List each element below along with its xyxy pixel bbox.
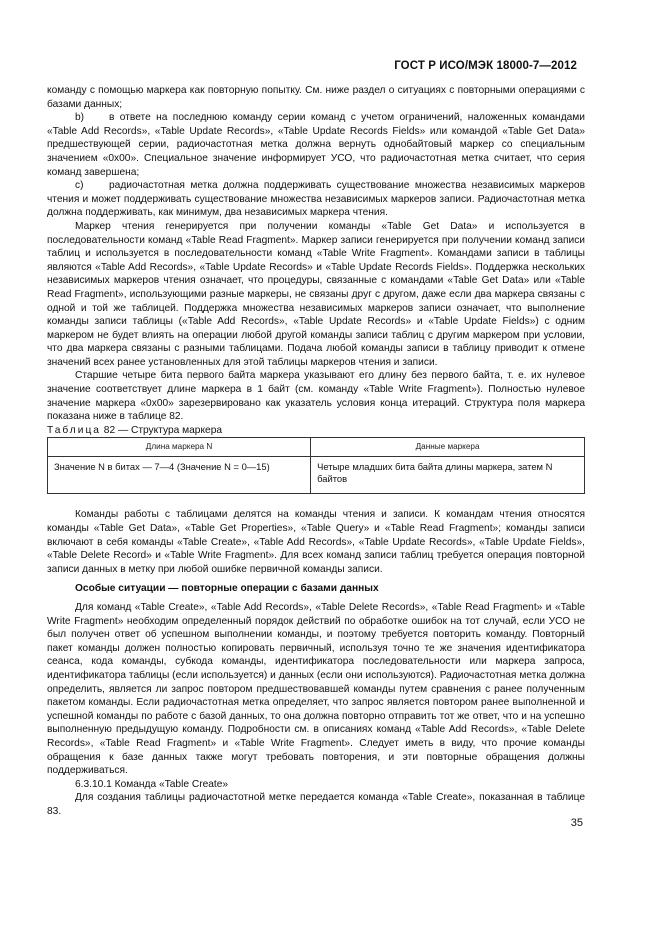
list-marker: c)	[75, 180, 84, 192]
paragraph: Для создания таблицы радиочастотной метке передается команда «Table Create», показанная в таблице 83.	[47, 792, 585, 817]
list-item-c	[47, 179, 585, 220]
marker-structure-table	[47, 437, 585, 494]
list-item-text: в ответе на последнюю команду серии команд с учетом ограничений, наложенных командами «Table Add Records», «Table Update Records», «Table Update Records Fields» или командой «Table Get Data» предшествующей серии, радиочастотная метка должна вернуть однобайтовый маркер со специальным значением «0x00». Специальное значение информирует УСО, что радиочастотная метка считает, что серия команд завершена;	[47, 112, 585, 178]
paragraph: команду с помощью маркера как повторную попытку. См. ниже раздел о ситуациях с повторными операциями с базами данных;	[47, 85, 585, 110]
paragraph: Маркер чтения генерируется при получении команды «Table Get Data» и используется в последовательности команд «Table Read Fragment». Маркер записи генерируется при получении команд записи таблиц и используется в последовательности команд «Table Write Fragment». Командами записи в таблицы являются «Table Add Records», «Table Update Records» и «Table Update Records Fields». Поддержка нескольких независимых маркеров чтения означает, что процедуры, связанные с командами «Table Get Data» или «Table Read Fragment», использующими разные маркеры, не связаны друг с другом, даже если два маркера связаны с одной и той же таблицей. Поддержка множества независимых маркеров записи означает, что выполнение команды записи таблицы («Table Add Records», «Table Update Records» и «Table Update Fields») с одним маркером не будет влиять на операции любой другой команды записи таблиц с другим маркером при условии, что два маркера связаны с разными таблицами. Подача любой команды записи в таблицу приводит к отмене значений всех ранее установленных для этой таблицы маркеров чтения и записи.	[47, 220, 585, 368]
table-cell: Значение N в битах — 7—4 (Значение N = 0—15)	[48, 457, 311, 494]
table-caption-title: 82 — Структура маркера	[103, 424, 223, 436]
page-number: 35	[570, 817, 583, 829]
document-id-header: ГОСТ Р ИСО/МЭК 18000-7—2012	[394, 60, 577, 72]
page-body	[47, 84, 585, 819]
list-item-b	[47, 111, 585, 179]
table-header-cell: Длина маркера N	[48, 438, 311, 457]
paragraph: Старшие четыре бита первого байта маркера указывают его длину без первого байта, т. е. их нулевое значение соответствует длине маркера в 1 байт (см. команду «Table Write Fragment»). Полностью нулевое значение маркера «0x00» зарезервировано как указатель условия конца итераций. Структура поля маркера показана ниже в таблице 82.	[47, 370, 585, 423]
section-heading: Особые ситуации — повторные операции с базами данных	[75, 583, 379, 595]
table-header-cell: Данные маркера	[311, 438, 585, 457]
list-marker: b)	[75, 112, 85, 124]
table-caption-word: Таблица	[47, 424, 101, 436]
list-item-text: радиочастотная метка должна поддерживать существование множества независимых маркеров чтения и может поддерживать существование множества независимых маркеров записи. Радиочастотная метка должна поддерживать, как минимум, два независимых маркера чтения.	[47, 180, 585, 219]
paragraph: Команды работы с таблицами делятся на команды чтения и записи. К командам чтения относятся команды «Table Get Data», «Table Get Properties», «Table Query» и «Table Read Fragment»; команды записи включают в себя команды «Table Create», «Table Add Records», «Table Update Records», «Table Update Fields», «Table Delete Record» и «Table Write Fragment». Для всех команд записи таблиц требуется операция повторной записи данных в метку при любой ошибке первичной команды записи.	[47, 509, 585, 575]
table-caption	[47, 424, 585, 438]
table-row	[48, 457, 585, 494]
subsection-heading: 6.3.10.1 Команда «Table Create»	[75, 778, 229, 790]
table-header-row	[48, 438, 585, 457]
paragraph: Для команд «Table Create», «Table Add Records», «Table Delete Records», «Table Read Fragment» и «Table Write Fragment» необходим определенный порядок действий по обработке ошибок на тот случай, если УСО не был получен ответ об успешном выполнении команды, и поэтому требуется повторить команду. Повторный пакет команды должен полностью копировать первичный, используя точно те же значения идентификатора сеанса, кода команды, субкода команды, идентификатора последовательности или маркера запроса, идентификатора таблицы (если используется) и данных (если они используются). Радиочастотная метка должна определить, является ли запрос повтором предшествовавшей команды путем сравнения с ранее полученным пакетом команды. Если радиочастотная метка определяет, что запрос является повтором ранее выполненной и успешной команды по работе с базой данных, то она должна повторно отправить тот же ответ, что и на успешно выполненную предыдущую команду. Подробности см. в описаниях команд «Table Add Records», «Table Delete Records», «Table Read Fragment» и «Table Write Fragment». Следует иметь в виду, что прочие команды обращения к базе данных также могут требовать повторения, и эти повторные обращения должны поддерживаться.	[47, 602, 585, 777]
table-cell: Четыре младших бита байта длины маркера, затем N байтов	[311, 457, 585, 494]
